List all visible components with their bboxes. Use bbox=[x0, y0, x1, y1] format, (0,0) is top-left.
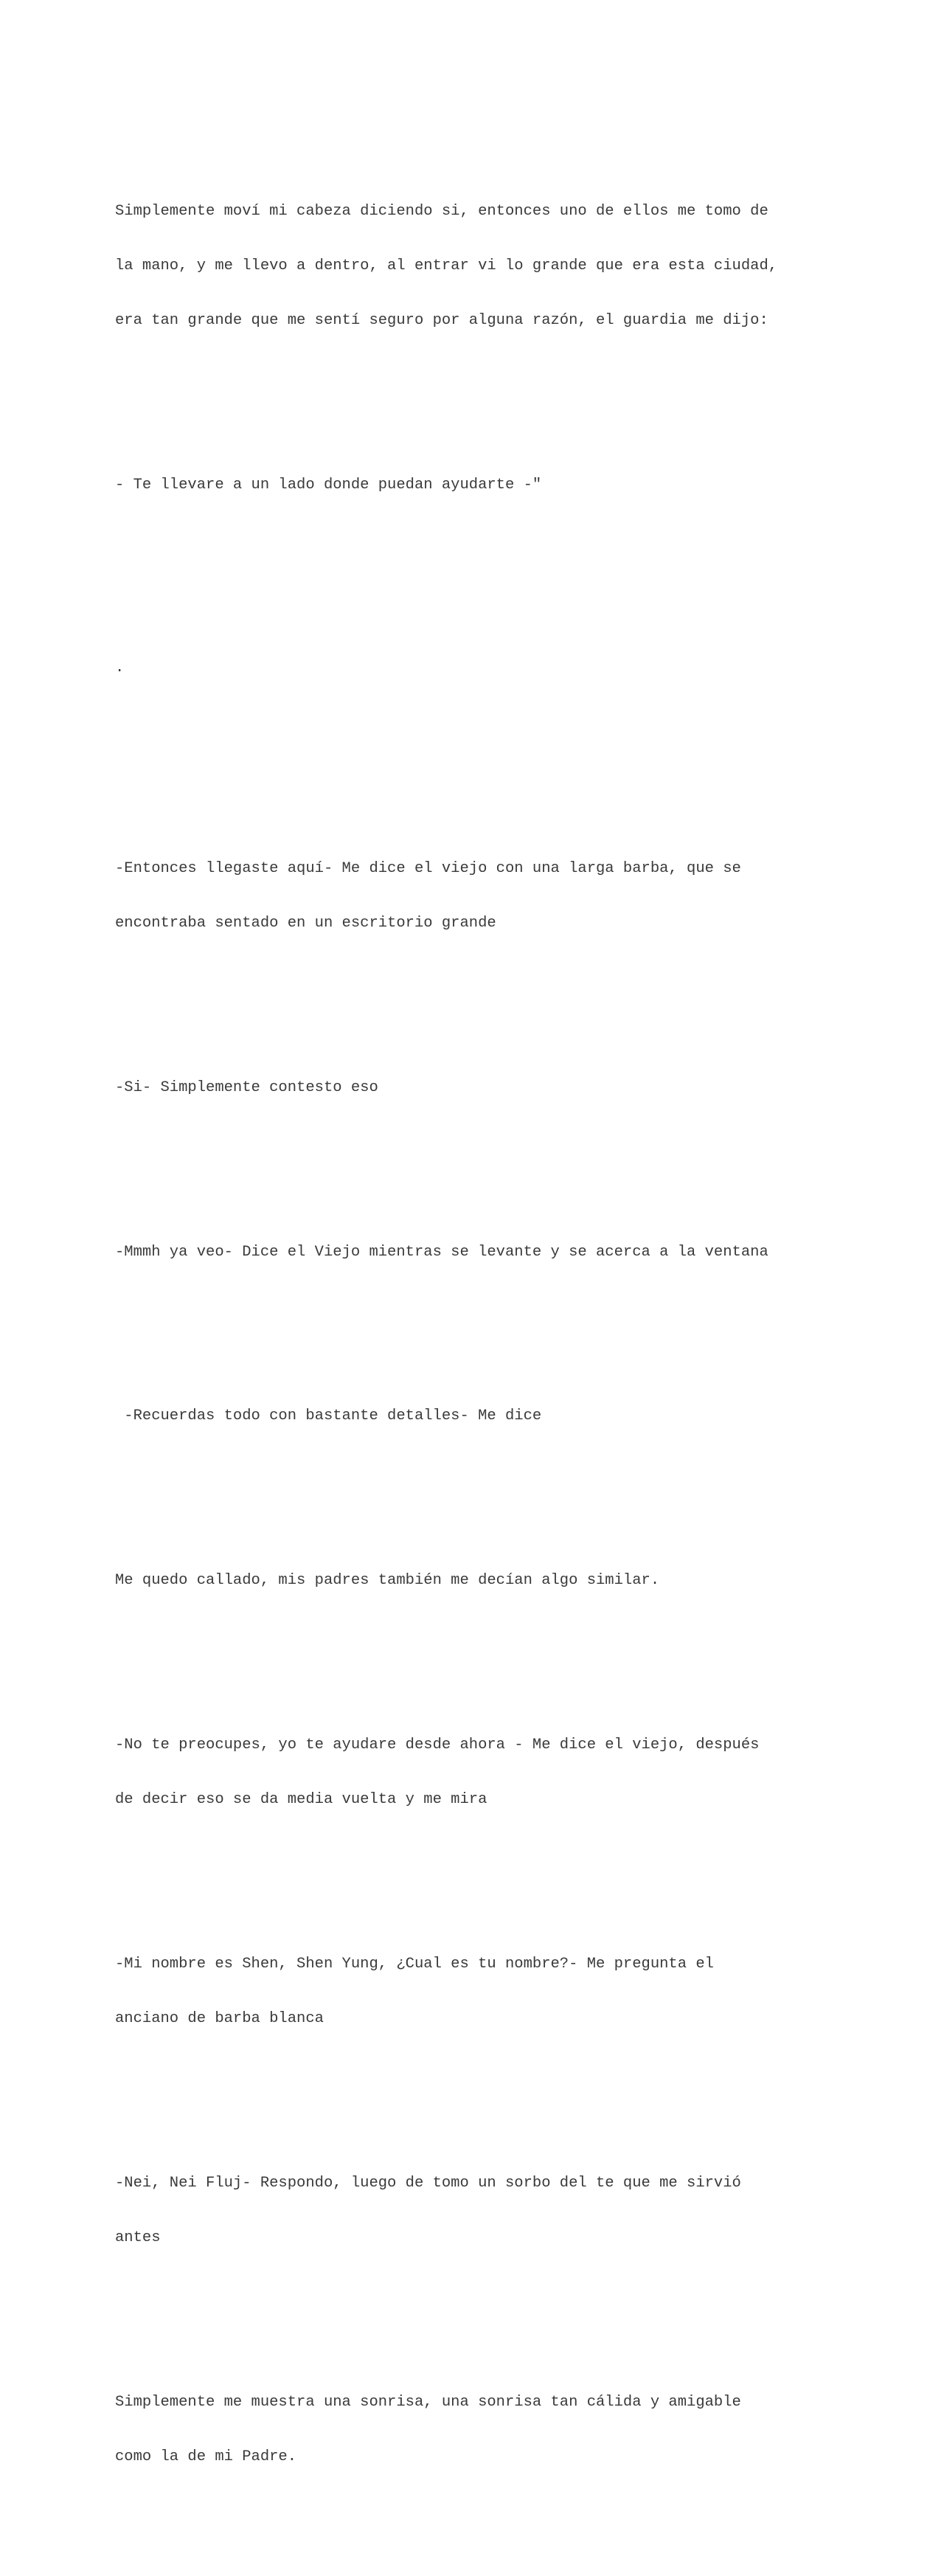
text-line: -Mmmh ya veo- Dice el Viejo mientras se levante y se acerca a la ventana bbox=[115, 1243, 768, 1261]
text-line: era tan grande que me sentí seguro por alguna razón, el guardia me dijo: bbox=[115, 312, 768, 330]
paragraph-1 bbox=[115, 166, 853, 367]
separator-dot bbox=[115, 623, 853, 714]
text-line: -Entonces llegaste aquí- Me dice el viejo con una larga barba, que se bbox=[115, 859, 741, 877]
paragraph-9 bbox=[115, 1700, 853, 1846]
text-line: anciano de barba blanca bbox=[115, 2010, 324, 2027]
paragraph-7 bbox=[115, 1371, 853, 1463]
text-line: -Recuerdas todo con bastante detalles- Me dice bbox=[115, 1408, 542, 1425]
text-line: -Nei, Nei Fluj- Respondo, luego de tomo un sorbo del te que me sirvió bbox=[115, 2174, 741, 2192]
text-line: -Si- Simplemente contesto eso bbox=[115, 1078, 378, 1096]
body-text bbox=[115, 111, 853, 2576]
text-line: -No te preocupes, yo te ayudare desde ahora - Me dice el viejo, después bbox=[115, 1736, 760, 1753]
paragraph-5 bbox=[115, 1042, 853, 1134]
text-line: Simplemente me muestra una sonrisa, una sonrisa tan cálida y amigable bbox=[115, 2393, 741, 2411]
paragraph-2 bbox=[115, 440, 853, 532]
text-line: de decir eso se da media vuelta y me mira bbox=[115, 1791, 487, 1808]
text-line: Simplemente moví mi cabeza diciendo si, entonces uno de ellos me tomo de bbox=[115, 202, 768, 220]
paragraph-4 bbox=[115, 823, 853, 969]
text-line: encontraba sentado en un escritorio grande bbox=[115, 915, 496, 932]
paragraph-10 bbox=[115, 1919, 853, 2065]
text-line: antes bbox=[115, 2229, 161, 2246]
text-line: - Te llevare a un lado donde puedan ayudarte -" bbox=[115, 477, 542, 494]
text-line: como la de mi Padre. bbox=[115, 2448, 297, 2465]
paragraph-12 bbox=[115, 2357, 853, 2503]
text-line: . bbox=[115, 659, 125, 676]
paragraph-11 bbox=[115, 2138, 853, 2284]
paragraph-8 bbox=[115, 1536, 853, 1627]
paragraph-6 bbox=[115, 1207, 853, 1298]
text-line: la mano, y me llevo a dentro, al entrar vi lo grande que era esta ciudad, bbox=[115, 257, 778, 274]
text-line: Me quedo callado, mis padres también me decían algo similar. bbox=[115, 1572, 660, 1589]
text-line: -Mi nombre es Shen, Shen Yung, ¿Cual es tu nombre?- Me pregunta el bbox=[115, 1955, 714, 1973]
